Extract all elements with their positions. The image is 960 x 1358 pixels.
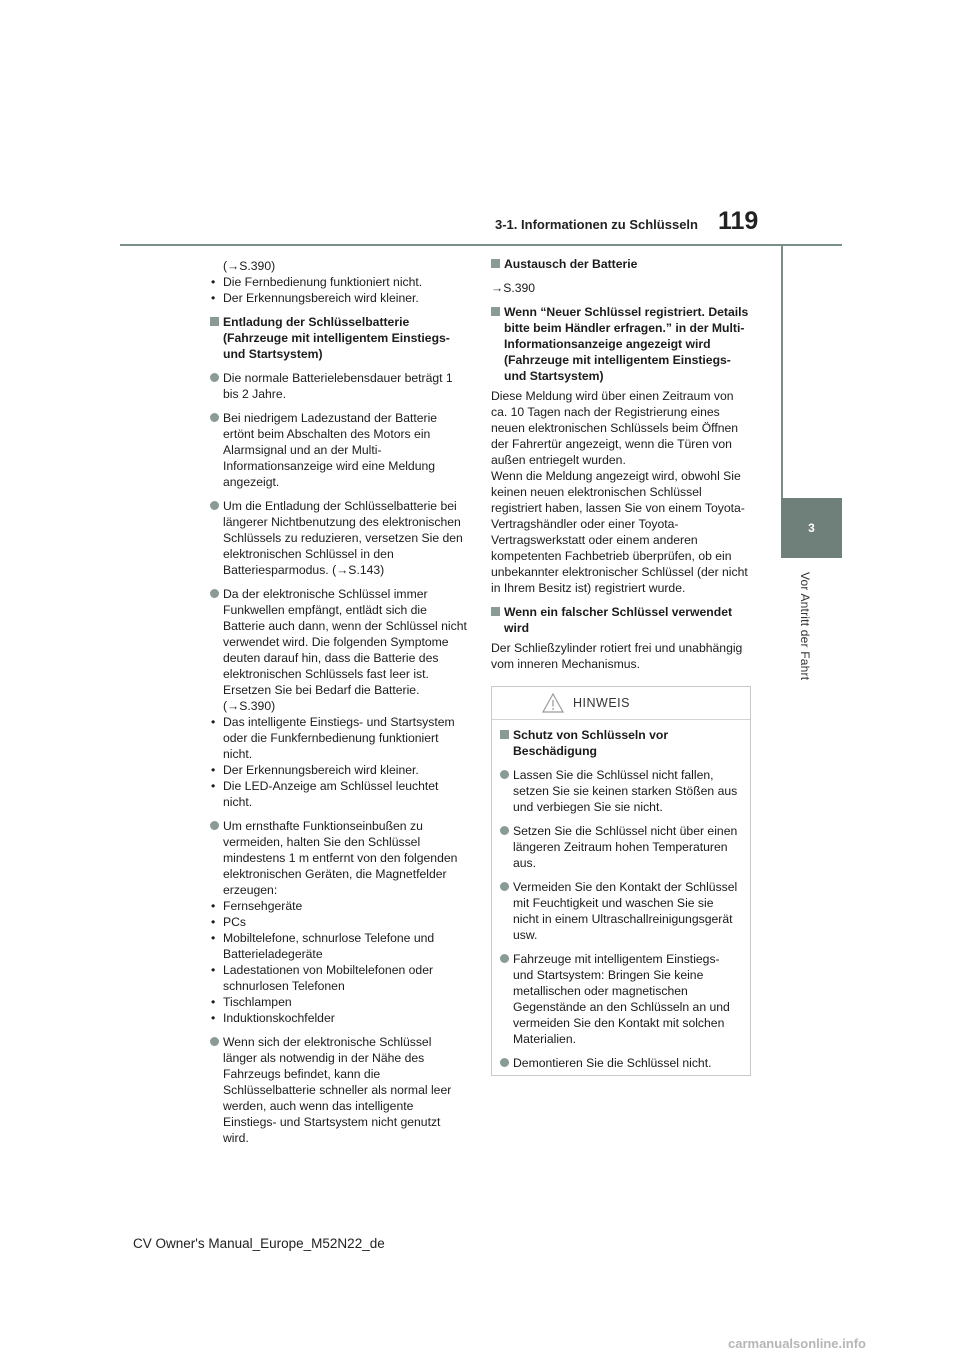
- page-reference: →S.390: [491, 281, 536, 295]
- left-column: [210, 258, 468, 1146]
- list-item: • Tischlampen: [210, 994, 468, 1010]
- chapter-label: Vor Antritt der Fahrt: [798, 572, 812, 681]
- chapter-tab: 3: [781, 498, 842, 558]
- notice-box: [491, 686, 751, 1076]
- list-item: • Fernsehgeräte: [210, 898, 468, 914]
- list-item: • Der Erkennungsbereich wird kleiner.: [210, 762, 468, 778]
- bullet-item: Fahrzeuge mit intelligentem Einstiegs- und Startsystem: Bringen Sie keine metallischen oder magnetischen Gegenstände an den Schlüsseln an und vermeiden Sie den Kontakt mit solchen Materialien.: [500, 951, 742, 1047]
- section-title: 3-1. Informationen zu Schlüsseln: [495, 217, 698, 232]
- page-number: 119: [718, 207, 759, 235]
- side-rule: [781, 244, 783, 498]
- section-heading: Schutz von Schlüsseln vor Beschädigung: [500, 727, 742, 759]
- bullet-item: Bei niedrigem Ladezustand der Batterie ertönt beim Abschalten des Motors ein Alarmsignal und an der Multi-Informationsanzeige wird eine Meldung angezeigt.: [210, 410, 468, 490]
- notice-title: HINWEIS: [573, 696, 630, 710]
- notice-header: [492, 687, 750, 720]
- list-item: • Ladestationen von Mobiltelefonen oder schnurlosen Telefonen: [210, 962, 468, 994]
- bullet-item: Setzen Sie die Schlüssel nicht über einen längeren Zeitraum hohen Temperaturen aus.: [500, 823, 742, 871]
- paragraph: Diese Meldung wird über einen Zeitraum von ca. 10 Tagen nach der Registrierung eines neuen elektronischen Schlüssels beim Öffnen der Fahrertür angezeigt, wenn die Türen von außen entriegelt wurden.: [491, 389, 739, 467]
- list-item: • Das intelligente Einstiegs- und Startsystem oder die Funkfernbedienung funktioniert nicht.: [210, 714, 468, 762]
- page-reference: (→S.390): [223, 699, 276, 713]
- bullet-item: Die normale Batterielebensdauer beträgt 1 bis 2 Jahre.: [210, 370, 468, 402]
- paragraph: Wenn die Meldung angezeigt wird, obwohl Sie keinen neuen elektronischen Schlüssel registriert haben, lassen Sie von einem Toyota-Vertragshändler oder einer Toyota-Vertragswerkstatt oder einem anderen kompetenten Fachbetrieb überprüfen, ob ein unbekannter elektronischer Schlüssel (der nicht in Ihrem Besitz ist) registriert wurde.: [491, 469, 748, 595]
- bullet-item: Wenn sich der elektronische Schlüssel länger als notwendig in der Nähe des Fahrzeugs befindet, kann die Schlüsselbatterie schneller als normal leer werden, auch wenn das intelligente Einstiegs- und Startsystem nicht genutzt wird.: [210, 1034, 468, 1146]
- page-reference: (→S.390): [223, 259, 276, 273]
- section-heading: Wenn ein falscher Schlüssel verwendet wird: [491, 604, 751, 636]
- bullet-item: Um die Entladung der Schlüsselbatterie bei längerer Nichtbenutzung des elektronischen Schlüssels zu reduzieren, versetzen Sie den elektronischen Schlüssel in den Batteriesparmodus. (→S.143): [210, 498, 468, 578]
- manual-footer: CV Owner's Manual_Europe_M52N22_de: [133, 1236, 385, 1251]
- section-heading: Wenn “Neuer Schlüssel registriert. Details bitte beim Händler erfragen.” in der Multi-Informationsanzeige angezeigt wird (Fahrzeuge mit intelligentem Einstiegs- und Startsystem): [491, 304, 751, 384]
- bullet-item: Lassen Sie die Schlüssel nicht fallen, setzen Sie sie keinen starken Stößen aus und verbiegen Sie sie nicht.: [500, 767, 742, 815]
- notice-body: [492, 720, 750, 1071]
- section-heading: Entladung der Schlüsselbatterie (Fahrzeuge mit intelligentem Einstiegs- und Startsystem): [210, 314, 468, 362]
- right-column: [491, 256, 751, 672]
- warning-triangle-icon: [542, 693, 564, 713]
- paragraph: Der Schließzylinder rotiert frei und unabhängig vom inneren Mechanismus.: [491, 641, 743, 671]
- section-heading: Austausch der Batterie: [491, 256, 751, 272]
- list-item: • Der Erkennungsbereich wird kleiner.: [210, 290, 468, 306]
- bullet-item: Um ernsthafte Funktionseinbußen zu vermeiden, halten Sie den Schlüssel mindestens 1 m entfernt von den folgenden elektronischen Geräten, die Magnetfelder erzeugen:: [210, 818, 468, 898]
- list-item: • Mobiltelefone, schnurlose Telefone und Batterieladegeräte: [210, 930, 468, 962]
- bullet-item: Vermeiden Sie den Kontakt der Schlüssel mit Feuchtigkeit und waschen Sie sie nicht in einem Ultraschallreinigungsgerät usw.: [500, 879, 742, 943]
- list-item: • PCs: [210, 914, 468, 930]
- site-watermark: carmanualsonline.info: [728, 1336, 866, 1351]
- header-rule: [120, 244, 842, 246]
- list-item: • Die Fernbedienung funktioniert nicht.: [210, 274, 468, 290]
- bullet-item: Demontieren Sie die Schlüssel nicht.: [500, 1055, 742, 1071]
- list-item: • Die LED-Anzeige am Schlüssel leuchtet nicht.: [210, 778, 468, 810]
- list-item: • Induktionskochfelder: [210, 1010, 468, 1026]
- bullet-item: Da der elektronische Schlüssel immer Funkwellen empfängt, entlädt sich die Batterie auch dann, wenn der Schlüssel nicht verwendet wird. Die folgenden Symptome deuten darauf hin, dass die Batterie des elektronischen Schlüssels fast leer ist. Ersetzen Sie bei Bedarf die Batterie.: [210, 586, 468, 698]
